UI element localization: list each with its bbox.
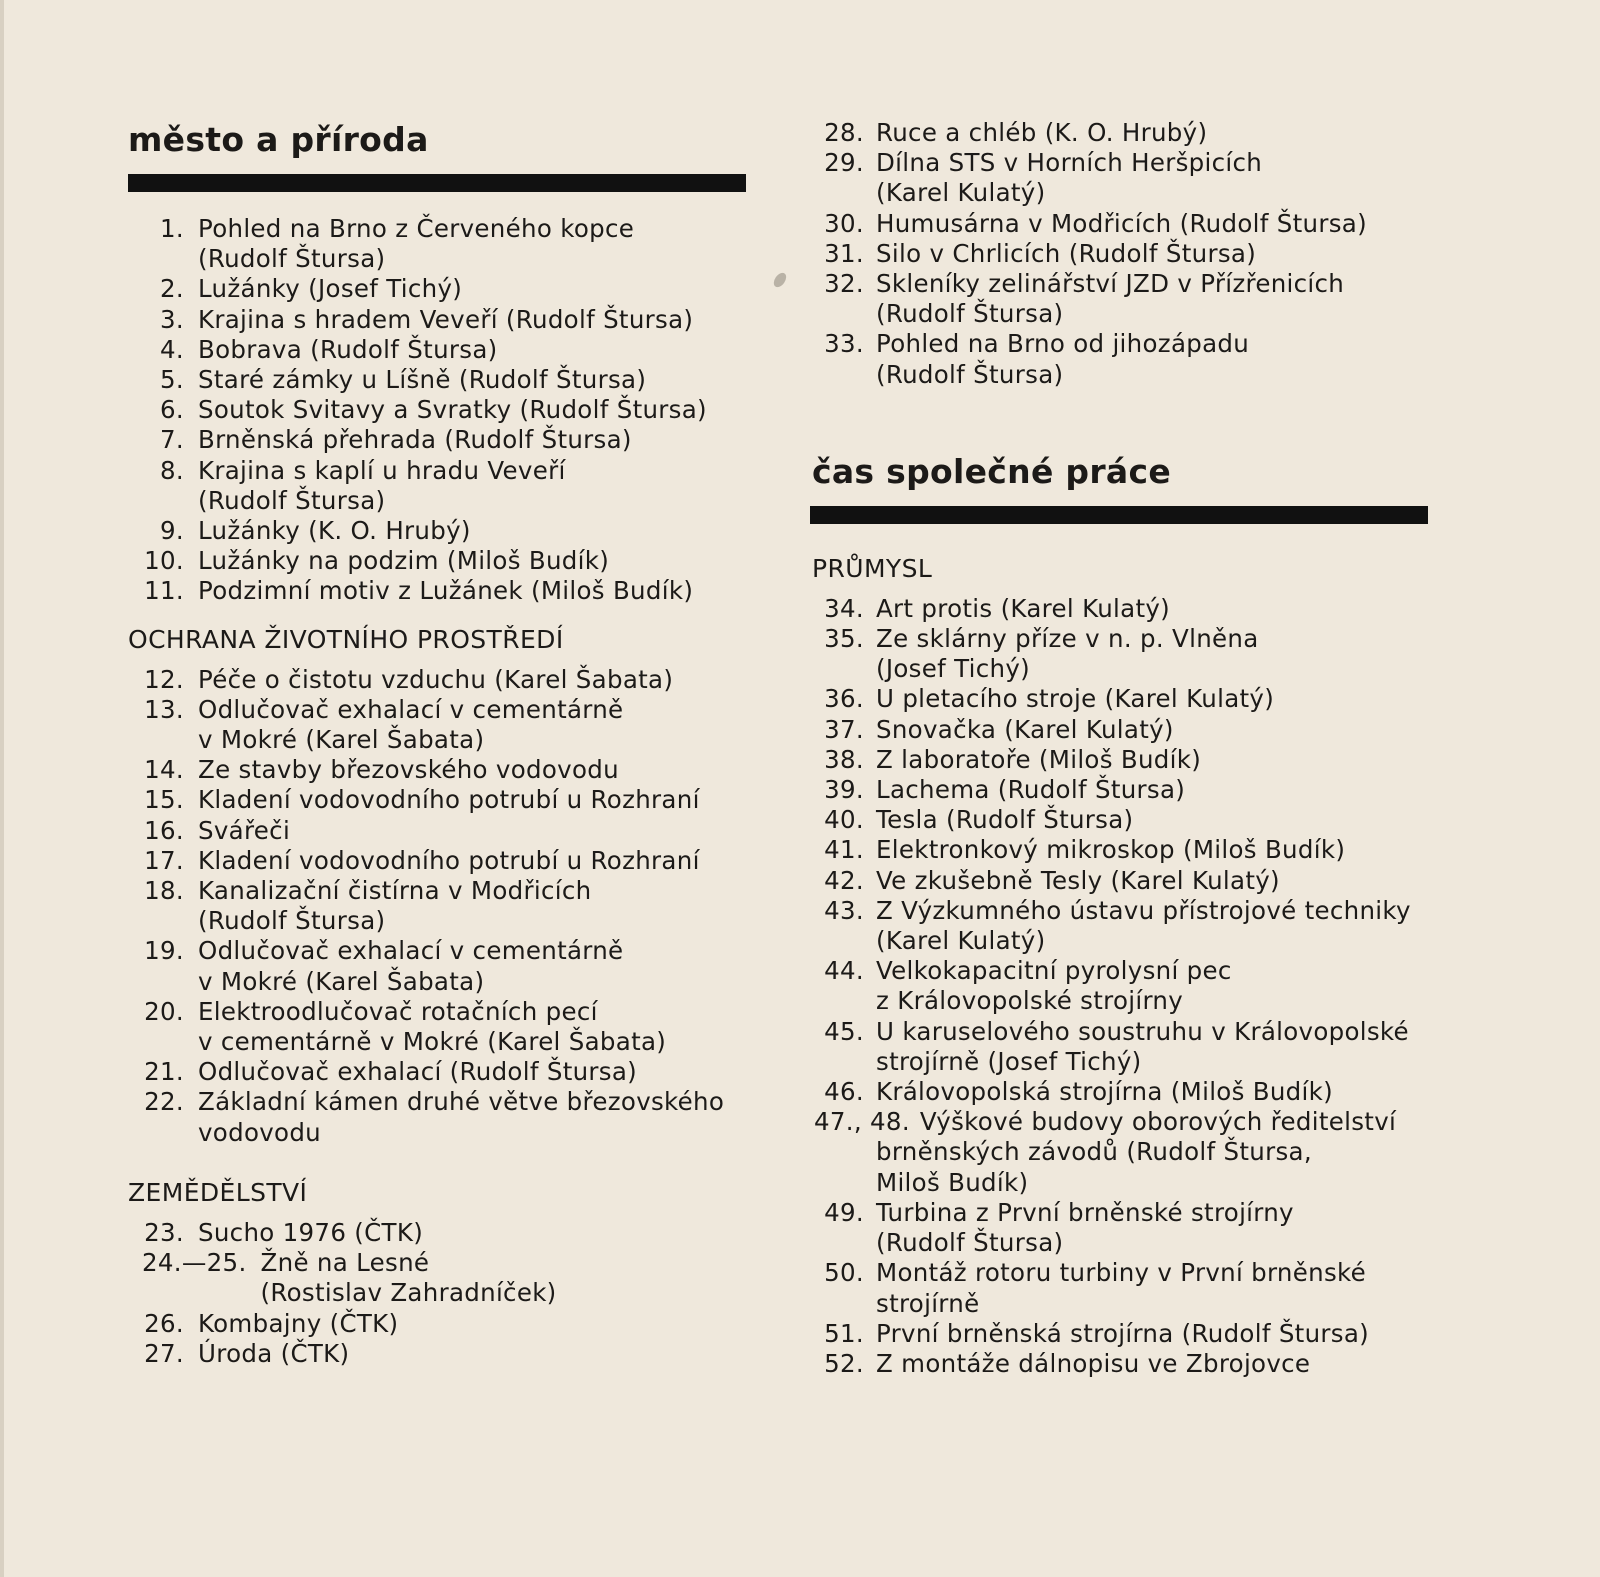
item-number: 10. [144,546,184,576]
item-number: 35. [824,624,864,654]
list-item [128,846,768,876]
item-text: Úroda (ČTK) [198,1338,350,1368]
item-number: 45. [824,1016,864,1046]
item-text: Ze sklárny příze v n. p. Vlněna (Josef Tichý) [876,624,1259,684]
list-item [822,745,1462,775]
item-text: Kanalizační čistírna v Modřicích (Rudolf Štursa) [198,876,592,936]
item-number: 28. [824,118,864,147]
list-prumysl [822,594,1462,1107]
list-prumysl-2 [822,1198,1462,1379]
item-text: Z montáže dálnopisu ve Zbrojovce [876,1348,1311,1378]
list-item [822,866,1462,896]
item-text: Lužánky (Josef Tichý) [198,274,463,304]
section-rule [128,174,746,192]
list-item [128,425,768,455]
list-item [822,805,1462,835]
item-text: Ze stavby březovského vodovodu [198,755,619,785]
item-text: Dílna STS v Horních Heršpicích (Karel Kulatý) [876,148,1263,208]
item-number: 52. [824,1348,864,1378]
item-text: Základní kámen druhé větve březovského vodovodu [198,1087,725,1147]
item-text: Z Výzkumného ústavu přístrojové techniky (Karel Kulatý) [876,895,1411,956]
item-text: Velkokapacitní pyrolysní pec z Královopolské strojírny [876,956,1232,1016]
item-number: 15. [144,785,184,815]
list-item [814,1107,1462,1137]
item-text: První brněnská strojírna (Rudolf Štursa) [876,1318,1370,1348]
left-column [128,118,768,1369]
list-item [822,896,1462,956]
item-text: Elektroodlučovač rotačních pecí v cementárně v Mokré (Karel Šabata) [198,996,667,1057]
list-item [822,684,1462,714]
item-text: Brněnská přehrada (Rudolf Štursa) [198,425,632,455]
list-item [128,1248,768,1308]
item-number: 20. [144,996,184,1026]
item-text: Sucho 1976 (ČTK) [198,1217,424,1247]
item-number: 44. [824,956,864,986]
item-text: Pohled na Brno od jihozápadu (Rudolf Štursa) [876,329,1250,389]
ink-smudge [771,271,788,290]
item-number: 1. [160,214,184,243]
item-text: Tesla (Rudolf Štursa) [876,805,1134,835]
list-item [822,1017,1462,1077]
list-item [822,956,1462,1016]
item-number: 31. [824,238,864,268]
item-text: Péče o čistotu vzduchu (Karel Šabata) [198,664,674,694]
page-fold-shadow [0,0,4,1577]
item-text: Montáž rotoru turbiny v První brněnské strojírně [876,1258,1367,1318]
item-number: 36. [824,684,864,714]
item-number: 39. [824,775,864,805]
list-item [822,1077,1462,1107]
list-item [822,1319,1462,1349]
item-text: Art protis (Karel Kulatý) [876,593,1171,623]
list-item [128,997,768,1057]
list-item [128,695,768,755]
list-item [128,214,768,274]
item-number: 43. [824,895,864,925]
item-number: 34. [824,593,864,623]
item-text: Skleníky zelinářství JZD v Přízřenicích (Rudolf Štursa) [876,269,1345,329]
item-number: 51. [824,1318,864,1348]
right-column [812,118,1462,1379]
list-item [128,785,768,815]
item-number: 47., 48. [814,1107,910,1137]
item-number: 14. [144,755,184,785]
item-number: 9. [160,516,184,546]
list-item [128,1309,768,1339]
item-text: Soutok Svitavy a Svratky (Rudolf Štursa) [198,395,707,425]
item-text: Kombajny (ČTK) [198,1308,399,1338]
item-number: 23. [144,1217,184,1247]
item-text: Snovačka (Karel Kulatý) [876,714,1174,744]
item-text: Pohled na Brno z Červeného kopce (Rudolf Štursa) [198,214,635,274]
item-number: 42. [824,865,864,895]
list-item [822,835,1462,865]
list-zemedelstvi [128,1218,768,1369]
item-number: 29. [824,148,864,178]
list-item [822,148,1462,208]
list-item [822,1198,1462,1258]
item-number: 7. [160,425,184,455]
item-number: 30. [824,208,864,238]
list-item [128,1339,768,1369]
subhead-prumysl: PRŮMYSL [812,553,933,583]
item-text: brněnských závodů (Rudolf Štursa, Miloš Budík) [876,1137,1312,1197]
list-item [128,755,768,785]
item-text: Elektronkový mikroskop (Miloš Budík) [876,835,1346,865]
item-text: Staré zámky u Líšně (Rudolf Štursa) [198,365,647,395]
item-text: Výškové budovy oborových ředitelství [919,1107,1397,1137]
item-number: 27. [144,1338,184,1368]
item-number: 3. [160,304,184,334]
item-text: Svářeči [198,815,291,845]
item-text: Bobrava (Rudolf Štursa) [198,334,498,364]
item-text: Odlučovač exhalací v cementárně v Mokré (Karel Šabata) [198,936,624,996]
list-item [128,365,768,395]
item-text: Ve zkušebně Tesly (Karel Kulatý) [876,865,1280,895]
item-number: 49. [824,1197,864,1227]
item-number: 8. [160,455,184,485]
item-text: Z laboratoře (Miloš Budík) [876,744,1202,774]
list-item [128,576,768,606]
item-number: 21. [144,1057,184,1087]
item-number: 4. [160,334,184,364]
list-item [822,594,1462,624]
list-item [822,118,1462,148]
list-item [128,546,768,576]
item-number: 50. [824,1258,864,1288]
item-text: Humusárna v Modřicích (Rudolf Štursa) [876,208,1367,238]
item-text: Krajina s hradem Veveří (Rudolf Štursa) [198,304,694,334]
list-item [822,624,1462,684]
list-item [128,1087,768,1147]
list-item [822,1349,1462,1379]
item-number: 5. [160,365,184,395]
item-number: 37. [824,714,864,744]
item-text: Podzimní motiv z Lužánek (Miloš Budík) [198,576,694,606]
item-text: Lužánky na podzim (Miloš Budík) [198,546,610,576]
item-text: Silo v Chrlicích (Rudolf Štursa) [876,238,1257,268]
list-item [128,395,768,425]
item-number: 22. [144,1087,184,1117]
list-ochrana [128,665,768,1148]
list-item [822,209,1462,239]
item-text: Turbina z První brněnské strojírny (Rudolf Štursa) [876,1197,1294,1258]
item-text: Odlučovač exhalací v cementárně v Mokré (Karel Šabata) [198,694,624,755]
list-item [822,1258,1462,1318]
item-text: Královopolská strojírna (Miloš Budík) [876,1077,1333,1107]
list-item [822,775,1462,805]
item-number: 41. [824,835,864,865]
item-number: 16. [144,815,184,845]
list-item [128,1057,768,1087]
list-item [822,329,1462,389]
list-item [822,269,1462,329]
item-text: Kladení vodovodního potrubí u Rozhraní [198,785,700,815]
list-item [128,456,768,516]
item-text: Kladení vodovodního potrubí u Rozhraní [198,845,700,875]
item-number: 26. [144,1308,184,1338]
item-text: Lachema (Rudolf Štursa) [876,775,1186,805]
item-number: 17. [144,845,184,875]
item-text: U karuselového soustruhu v Královopolské strojírně (Josef Tichý) [876,1016,1409,1076]
list-item-continuation [822,1137,1462,1197]
list-item [822,239,1462,269]
item-number: 32. [824,269,864,299]
item-text: Lužánky (K. O. Hrubý) [198,516,471,546]
list-item [128,876,768,936]
item-number: 12. [144,664,184,694]
item-number: 6. [160,395,184,425]
list-item [128,516,768,546]
list-mesto-a-priroda [128,214,768,607]
section-title-mesto-a-priroda: město a příroda [128,120,429,159]
item-text: Žně na Lesné (Rostislav Zahradníček) [260,1248,557,1308]
section-rule [810,506,1428,524]
item-text: U pletacího stroje (Karel Kulatý) [876,684,1275,714]
item-number: 33. [824,329,864,359]
item-number: 11. [144,576,184,606]
section-title-cas-spolecne-prace: čas společné práce [812,451,1172,491]
list-item [128,335,768,365]
list-item [128,665,768,695]
subhead-zemedelstvi: ZEMĚDĚLSTVÍ [128,1177,308,1207]
list-item [128,816,768,846]
item-text: Odlučovač exhalací (Rudolf Štursa) [198,1057,638,1087]
item-number: 18. [144,876,184,906]
list-item [822,715,1462,745]
list-continued [822,118,1462,390]
item-number: 13. [144,694,184,724]
item-text: Ruce a chléb (K. O. Hrubý) [876,118,1208,147]
item-text: Krajina s kaplí u hradu Veveří (Rudolf Štursa) [198,455,566,515]
list-item [128,274,768,304]
list-item [128,305,768,335]
subhead-ochrana: OCHRANA ŽIVOTNÍHO PROSTŘEDÍ [128,624,564,654]
item-number: 40. [824,805,864,835]
list-item [128,936,768,996]
item-number: 2. [160,274,184,304]
item-number: 46. [824,1077,864,1107]
item-number: 24.—25. [142,1248,247,1278]
item-number: 38. [824,744,864,774]
item-number: 19. [144,936,184,966]
list-item [128,1218,768,1248]
